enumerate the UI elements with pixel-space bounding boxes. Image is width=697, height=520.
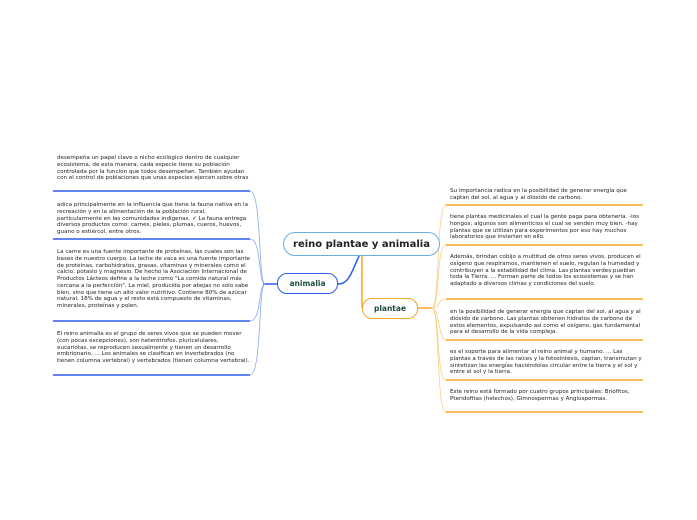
plantae-note[interactable]: Este reino está formado por cuatro grupos principales: Briófitos, Pteridofitas (helechos), Gimnospermas y Angiospermas. — [450, 389, 630, 402]
animalia-note[interactable]: El reino animalia es el grupo de seres vivos que se pueden mover (con pocas excepciones), son heterótrofos, pluricelulares, eucariotas, se reproducen sexualmente y tienen un desarrollo embrionario. ... Los animales se clasifican en invertebrados (no tienen columna vertebral) y vertebrados (tienen columna vertebral). — [57, 331, 250, 364]
animalia-note[interactable]: desempeña un papel clave o nicho ecológico dentro de cualquier ecosistema, de esta manera, cada especie tiene su población controlada por la función que todos desempeñan. También ayudan con el control de poblaciones que unas especies ejercen sobre otras — [57, 155, 249, 182]
root-label: reino plantae y animalia — [293, 238, 430, 250]
animalia-note[interactable]: adica principalmente en la influencia que tiene la fauna nativa en la recreación y en la alimentación de la población rural, particularmente en las comunidades indígenas. ✓ La fauna entrega diversos productos como: carnes, pieles, plumas, cueros, huevos, guano o estiércol, entre otros. — [57, 202, 248, 235]
plantae-note[interactable]: Además, brindan cobijo a multitud de otros seres vivos, producen el oxígeno que respiramos, mantienen el suelo, regulan la humedad y contribuyen a la estabilidad del clima. Las plantas verdes pueblan toda la Tierra. ... Forman parte de todos los ecosistemas y se han adaptado a diversos climas y condiciones del suelo. — [450, 254, 641, 287]
plantae-note[interactable]: en la posibilidad de generar energía que captan del sol, al agua y al dióxido de carbono. Las plantas obtienen hidratos de carbono de estos elementos, expulsando así como el oxígeno, gas fundamental para el desarrollo de la vida compleja. — [450, 309, 641, 336]
root-node[interactable] — [283, 232, 440, 256]
animalia-label: animalia — [289, 279, 326, 288]
plantae-label: plantae — [373, 304, 407, 313]
animalia-note[interactable]: La carne es una fuente importante de proteínas, las cuales son las bases de nuestro cuerpo. La leche de vaca es una fuente importante de proteínas, carbohidratos, grasas, vitaminas y minerales como el calcio, potasio y magnesio. De hecho la Asociación Internacional de Productos Lácteos define a la leche como "La comida natural más cercana a la perfección". La miel, producida por abejas no sólo sabe bien, sino que tiene un alto valor nutritivo. Contiene 80% de azúcar natural, 18% de agua y el resto está compuesto de vitaminas, minerales, proteínas y polen. — [57, 249, 250, 309]
plantae-note[interactable]: Su importancia radica en la posibilidad de generar energía que captan del sol, al agua y al dióxido de carbono. — [450, 188, 627, 201]
plantae-note[interactable]: tiene plantas medicinales el cual la gente paga para obtenerla. -los hongos; algunos son alimenticios el cual se venden muy bien. -hay plantas que se utilizan para experimentos por eso hay muchos laboratorios que invierten en ello. — [450, 214, 640, 241]
root-animalia-link — [338, 254, 360, 284]
plantae-node[interactable] — [362, 298, 418, 319]
animalia-node[interactable] — [277, 273, 338, 294]
plantae-note[interactable]: es el soporte para alimentar al reino animal y humano. ... Las plantas a través de las raíces y la fotosíntesis, captan, transmutan y sintetizan las energías haciéndolas circular entre la tierra y el sol y entre el sol y la tierra. — [450, 349, 642, 376]
